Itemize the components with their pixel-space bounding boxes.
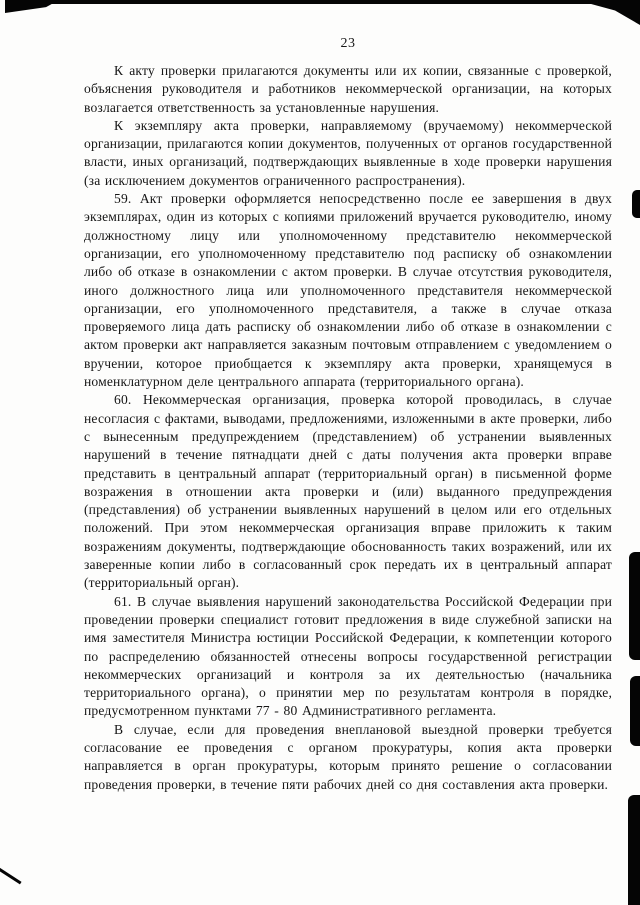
scan-artifact-bottom-left-line	[0, 867, 22, 885]
scan-artifact-top-left-corner	[5, 0, 59, 13]
page-number: 23	[340, 36, 356, 51]
paragraph: 59. Акт проверки оформляется непосредственно после ее завершения в двух экземплярах, один из которых с копиями приложений вручается руководителю, иному должностному лицу или уполномоченному представителю некоммерческой организации, его уполномоченному представителю под расписку об ознакомлении либо об отказе в ознакомлении с актом проверки. В случае отсутствия руководителя, иного должностного лица или уполномоченного представителя некоммерческой организации, его уполномоченного представителя, а также в случае отказа проверяемого лица дать расписку об ознакомлении либо об отказе в ознакомлении с актом проверки акт направляется заказным почтовым отправлением с уведомлением о вручении, которое приобщается к экземпляру акта проверки, хранящемуся в номенклатурном деле центрального аппарата (территориального органа).	[84, 191, 612, 390]
document-text	[84, 62, 612, 794]
scan-artifact-right-mark-1	[632, 190, 640, 218]
scan-artifact-top-edge	[6, 0, 608, 4]
paragraph: К экземпляру акта проверки, направляемому (вручаемому) некоммерческой организации, прилагаются копии документов, полученных от органов государственной власти, иных организаций, подтверждающих выявленные в ходе проверки нарушения (за исключением документов ограниченного распространения).	[84, 117, 612, 188]
scan-artifact-right-mark-2	[629, 552, 640, 660]
paragraph: В случае, если для проведения внеплановой выездной проверки требуется согласование ее проведения с органом прокуратуры, копия акта проверки направляется в орган прокуратуры, которым принято решение о согласовании проведения проверки, в течение пяти рабочих дней со дня составления акта проверки.	[84, 721, 612, 792]
scan-artifact-right-mark-4	[628, 795, 640, 905]
paragraph: 61. В случае выявления нарушений законодательства Российской Федерации при проведении проверки специалист готовит предложения в виде служебной записки на имя заместителя Министра юстиции Российской Федерации, к компетенции которого по распределению обязанностей отнесены вопросы государственной регистрации некоммерческих организаций и контроля за их деятельностью (начальника территориального органа), о принятии мер по результатам контроля в порядке, предусмотренном пунктами 77 - 80 Административного регламента.	[84, 593, 612, 719]
scan-artifact-top-right-corner	[588, 0, 640, 25]
scan-artifact-right-mark-3	[630, 676, 640, 746]
paragraph: 60. Некоммерческая организация, проверка которой проводилась, в случае несогласия с фактами, выводами, предложениями, изложенными в акте проверки, либо с вынесенным предупреждением (представлением) об устранении выявленных нарушений в течение пятнадцати дней с даты получения акта проверки вправе представить в центральный аппарат (территориальный орган) в письменной форме возражения в отношении акта проверки и (или) выданного предупреждения (представления) об устранении выявленных нарушений в целом или его отдельных положений. При этом некоммерческая организация вправе приложить к таким возражениям документы, подтверждающие обоснованность таких возражений, или их заверенные копии либо в согласованный срок передать их в центральный аппарат (территориальный орган).	[84, 392, 612, 591]
paragraph: К акту проверки прилагаются документы или их копии, связанные с проверкой, объяснения руководителя и работников некоммерческой организации, на которых возлагается ответственность за установленные нарушения.	[84, 63, 612, 115]
